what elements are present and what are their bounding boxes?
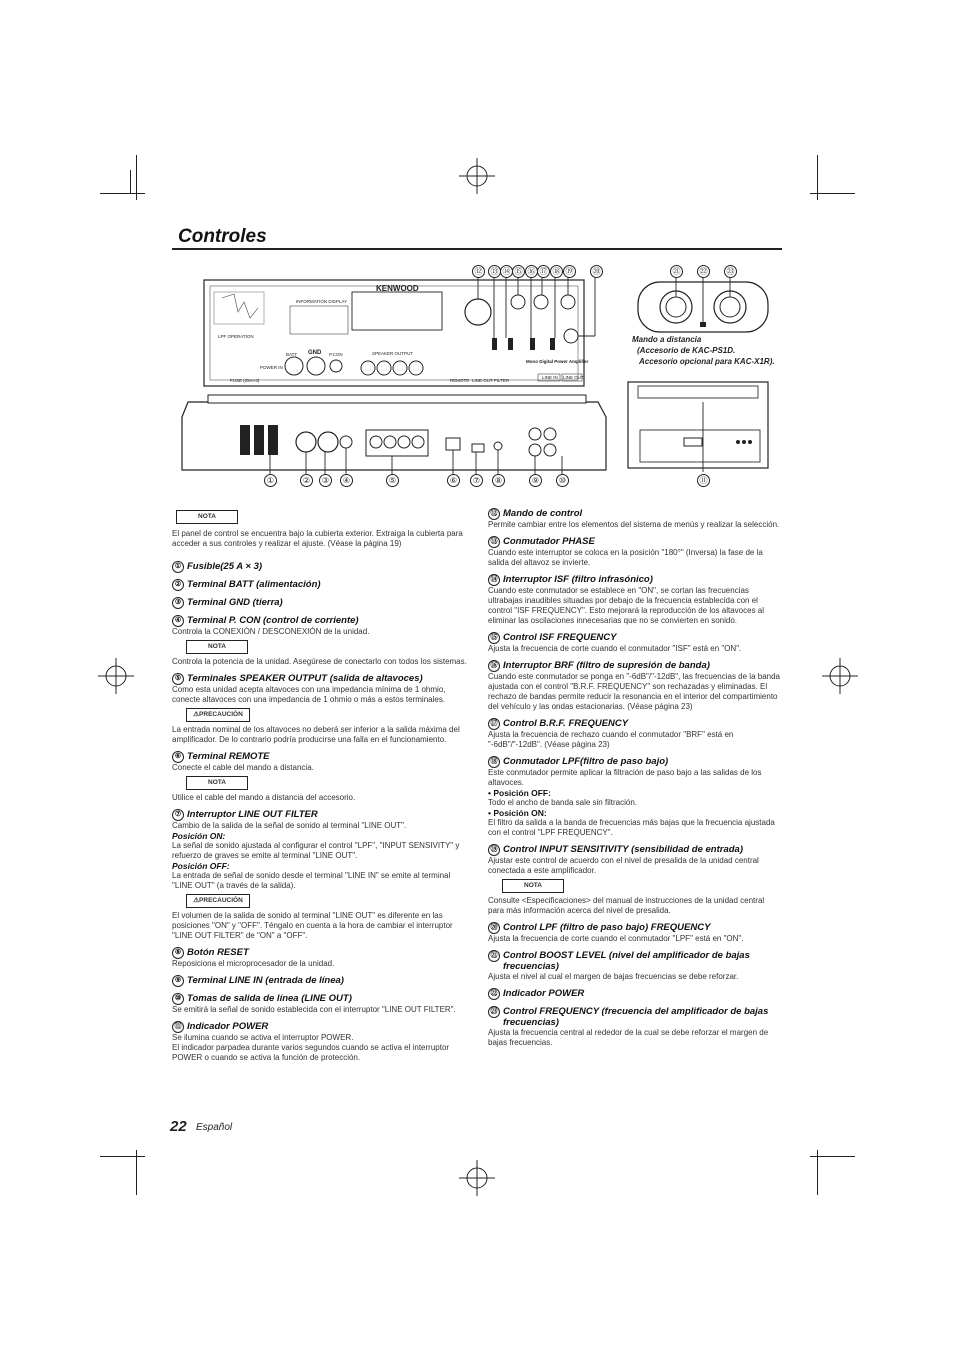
- nota-label: NOTA: [502, 879, 564, 893]
- item-body: Cuando este conmutador se ponga en "-6dB"/"-12dB", las frecuencias de la banda ajustada con el control "B.R.F. FREQUENCY" son rechazadas y eliminadas. El rechazo de bandas permite reducir la resonancia en el interior del compartimiento del vehículo y las ondas estacionarias. (Véase página 23): [488, 672, 780, 711]
- bullet-heading: • Posición ON:: [488, 808, 547, 818]
- list-item: [172, 1021, 472, 1063]
- list-item: [488, 756, 780, 838]
- brf-frequency-knob: [534, 295, 548, 309]
- list-item: [488, 844, 780, 916]
- item-title: Conmutador PHASE: [503, 536, 595, 547]
- item-body: Ajusta la frecuencia central al rededor de la cual se debe reforzar el margen de bajas frecuencias.: [488, 1028, 769, 1047]
- callout-11: ⑪: [697, 474, 710, 487]
- item-title: Tomas de salida de línea (LINE OUT): [187, 993, 352, 1004]
- list-item: [172, 561, 472, 573]
- sub-body: La entrada de señal de sonido desde el terminal "LINE IN" se emite al terminal "LINE OUT" (a través de la salida).: [172, 871, 451, 890]
- item-number: ⑮: [488, 632, 500, 644]
- nota-label: NOTA: [186, 776, 248, 790]
- item-caution: La entrada nominal de los altavoces no deberá ser inferior a la salida máxima del amplificador. De lo contrario podría producirse una falla en el funcionamiento.: [172, 725, 460, 744]
- callout-4: ④: [340, 474, 353, 487]
- item-title: Terminal LINE IN (entrada de línea): [187, 975, 344, 986]
- remote-caption-line: Accesorio opcional para KAC-X1R).: [639, 357, 775, 366]
- registration-mark: [459, 1160, 495, 1196]
- item-title: Terminal P. CON (control de corriente): [187, 615, 359, 626]
- item-body: Ajusta la frecuencia de rechazo cuando el conmutador "BRF" está en "-6dB"/"-12dB". (Véase página 23): [488, 730, 734, 749]
- caution-label: ⚠PRECAUCIÓN: [186, 894, 250, 908]
- callout-13: ⑬: [488, 265, 501, 278]
- item-body: Ajusta el nivel al cual el margen de bajas frecuencias se debe reforzar.: [488, 972, 739, 981]
- item-note: Consulte <Especificaciones> del manual de instrucciones de la unidad central para más información acerca del nivel de presalida.: [488, 896, 765, 915]
- item-number: ①: [172, 561, 184, 573]
- item-number: ⑧: [172, 947, 184, 959]
- item-body: El indicador parpadea durante varios segundos cuando se activa el interruptor POWER o cuando se activa la función de protección.: [172, 1043, 450, 1062]
- remote-caption: [632, 334, 775, 367]
- list-item: [172, 975, 472, 987]
- callout-23: ㉓: [724, 265, 737, 278]
- bullet-heading: • Posición OFF:: [488, 788, 551, 798]
- registration-mark: [98, 658, 134, 694]
- title-rule: [172, 248, 782, 250]
- item-number: ⑳: [488, 922, 500, 934]
- item-body: Ajustar este control de acuerdo con el nivel de presalida de la unidad central conectada a este amplificador.: [488, 856, 759, 875]
- item-number: ⑥: [172, 751, 184, 763]
- item-title: Control B.R.F. FREQUENCY: [503, 718, 629, 729]
- callout-5: ⑤: [386, 474, 399, 487]
- item-caution: El volumen de la salida de sonido al terminal "LINE OUT" es diferente en las posiciones "ON" y "OFF". Téngalo en cuenta a la hora de cambiar el interruptor "LINE OUT FILTER" de "ON" a "OFF".: [172, 911, 453, 940]
- item-title: Interruptor ISF (filtro infrasónico): [503, 574, 653, 585]
- item-title: Control BOOST LEVEL (nivel del amplificador de bajas frecuencias): [503, 950, 750, 972]
- power-in-label: POWER IN: [260, 365, 283, 370]
- item-number: ⑰: [488, 718, 500, 730]
- item-body: Conecte el cable del mando a distancia.: [172, 763, 314, 772]
- item-title: Conmutador LPF(filtro de paso bajo): [503, 756, 669, 767]
- item-number: ④: [172, 615, 184, 627]
- list-item: [172, 809, 472, 941]
- item-number: ⑤: [172, 673, 184, 685]
- item-body: Controla la CONEXIÓN / DESCONEXIÓN de la unidad.: [172, 627, 370, 636]
- callout-7: ⑦: [470, 474, 483, 487]
- item-title: Terminales SPEAKER OUTPUT (salida de altavoces): [187, 673, 423, 684]
- item-number: ⑦: [172, 809, 184, 821]
- remote-label: REMOTE: [450, 378, 470, 383]
- callout-20: ⑳: [590, 265, 603, 278]
- item-body: Se ilumina cuando se activa el interruptor POWER.: [172, 1033, 354, 1042]
- callout-16: ⑯: [525, 265, 538, 278]
- right-column: [488, 502, 780, 1048]
- sub-body: La señal de sonido ajustada al configurar el control "LPF", "INPUT SENSIVITY" y refuerzo de graves se emite al terminal "LINE OUT".: [172, 841, 460, 860]
- callout-3: ③: [319, 474, 332, 487]
- sub-heading: Posición ON:: [172, 831, 226, 841]
- list-item: [172, 993, 472, 1015]
- list-item: [172, 579, 472, 591]
- item-title: Control FREQUENCY (frecuencia del amplificador de bajas frecuencias): [503, 1006, 769, 1028]
- item-body: Cuando este interruptor se coloca en la posición "180°" (Inversa) la fase de la salida del altavoz se invierte.: [488, 548, 763, 567]
- callout-22: ㉒: [697, 265, 710, 278]
- item-note: Controla la potencia de la unidad. Asegúrese de conectarlo con todos los sistemas.: [172, 657, 467, 666]
- list-item: [488, 536, 780, 568]
- item-title: Terminal BATT (alimentación): [187, 579, 321, 590]
- item-number: ⑪: [172, 1021, 184, 1033]
- list-item: [488, 950, 780, 982]
- remote-caption-line: Mando a distancia: [632, 335, 702, 344]
- speaker-output-label: SPEAKER OUTPUT: [372, 351, 414, 356]
- nota-label: NOTA: [176, 510, 238, 524]
- item-title: Interruptor BRF (filtro de supresión de banda): [503, 660, 710, 671]
- intro-text: El panel de control se encuentra bajo la cubierta exterior. Extraiga la cubierta para acceder a sus controles y realizar el ajuste. (Véase la página 19): [172, 529, 463, 548]
- item-title: Control INPUT SENSITIVITY (sensibilidad de entrada): [503, 844, 743, 855]
- sub-heading: Posición OFF:: [172, 861, 230, 871]
- mono-digital-label: Mono Digital Power Amplifier: [526, 359, 589, 364]
- item-number: ⑱: [488, 756, 500, 768]
- callout-15: ⑮: [512, 265, 525, 278]
- item-number: ㉑: [488, 950, 500, 962]
- lpf-operation-label: LPF OPERATION: [218, 334, 254, 339]
- control-knob: [465, 299, 491, 325]
- list-item: [488, 1006, 780, 1048]
- item-number: ⑬: [488, 536, 500, 548]
- item-body: Ajusta la frecuencia de corte cuando el conmutador "ISF" está en "ON".: [488, 644, 742, 653]
- list-item: [488, 718, 780, 750]
- line-out-filter-label: LINE OUT FILTER: [472, 378, 510, 383]
- remote-caption-line: (Accesorio de KAC-PS1D.: [637, 346, 736, 355]
- callout-21: ㉑: [670, 265, 683, 278]
- list-item: [488, 574, 780, 626]
- callout-1: ①: [264, 474, 277, 487]
- item-number: ⑯: [488, 660, 500, 672]
- crop-mark: [810, 193, 855, 194]
- lpf-frequency-knob: [564, 329, 578, 343]
- amplifier-diagram: [178, 262, 778, 492]
- item-title: Mando de control: [503, 508, 583, 519]
- registration-mark: [822, 658, 858, 694]
- item-title: Control LPF (filtro de paso bajo) FREQUENCY: [503, 922, 711, 933]
- list-item: [172, 751, 472, 803]
- crop-mark: [810, 1156, 855, 1157]
- list-item: [172, 615, 472, 667]
- bullet-body: Todo el ancho de banda sale sin filtración.: [488, 798, 637, 807]
- callout-17: ⑰: [537, 265, 550, 278]
- item-body: Cuando este conmutador se establece en "ON", se cortan las frecuencias ultrabajas inaudibles situadas por debajo de la frecuencia establecida con el control "ISF FREQUENCY". Esto mejorará la reproducción de los altavoces al eliminar las oscilaciones innecesarias que no se convierten en sonido.: [488, 586, 765, 625]
- list-item: [172, 673, 472, 745]
- list-item: [488, 508, 780, 530]
- list-item: [488, 632, 780, 654]
- item-body: Permite cambiar entre los elementos del sistema de menús y realizar la selección.: [488, 520, 780, 529]
- callout-6: ⑥: [447, 474, 460, 487]
- list-item: [488, 988, 780, 1000]
- item-number: ②: [172, 579, 184, 591]
- list-item: [172, 947, 472, 969]
- caution-label: ⚠PRECAUCIÓN: [186, 708, 250, 722]
- input-sensitivity-knob: [561, 295, 575, 309]
- pcon-label: P.CON: [329, 352, 343, 357]
- page-number: 22: [170, 1118, 187, 1135]
- item-title: Fusible(25 A × 3): [187, 561, 263, 572]
- item-note: Utilice el cable del mando a distancia del accesorio.: [172, 793, 356, 802]
- item-number: ⑫: [488, 508, 500, 520]
- item-body: Este conmutador permite aplicar la filtración de paso bajo a las salidas de los altavoces.: [488, 768, 762, 787]
- item-title: Control ISF FREQUENCY: [503, 632, 617, 643]
- phase-switch: [492, 338, 497, 350]
- item-title: Indicador POWER: [187, 1021, 269, 1032]
- crop-mark: [100, 193, 145, 194]
- item-title: Interruptor LINE OUT FILTER: [187, 809, 318, 820]
- page-title: Controles: [178, 226, 267, 247]
- callout-9: ⑨: [529, 474, 542, 487]
- crop-mark: [100, 1156, 145, 1157]
- registration-mark: [459, 158, 495, 194]
- gnd-label: GND: [308, 350, 322, 356]
- isf-switch: [508, 338, 513, 350]
- callout-12: ⑫: [472, 265, 485, 278]
- item-body: Como esta unidad acepta altavoces con una impedancia mínima de 1 ohmio, conecte altavoces con una impedancia de 1 ohmio o más a estos terminales.: [172, 685, 446, 704]
- nota-label: NOTA: [186, 640, 248, 654]
- left-column: [172, 510, 472, 1063]
- callout-19: ⑲: [563, 265, 576, 278]
- info-display-label: INFORMATION DISPLAY: [296, 299, 348, 304]
- line-out-label: LINE OUT: [563, 375, 584, 380]
- item-title: Terminal REMOTE: [187, 751, 270, 762]
- callout-2: ②: [300, 474, 313, 487]
- callout-14: ⑭: [500, 265, 513, 278]
- callout-8: ⑧: [492, 474, 505, 487]
- item-number: ㉓: [488, 1006, 500, 1018]
- item-body: Cambio de la salida de la señal de sonido al terminal "LINE OUT".: [172, 821, 407, 830]
- list-item: [488, 922, 780, 944]
- item-number: ⑲: [488, 844, 500, 856]
- item-title: Indicador POWER: [503, 988, 585, 999]
- brand-logo: KENWOOD: [376, 284, 419, 293]
- item-number: ⑭: [488, 574, 500, 586]
- list-item: [488, 660, 780, 712]
- item-body: Reposiciona el microprocesador de la unidad.: [172, 959, 335, 968]
- line-in-label: LINE IN: [542, 375, 558, 380]
- callout-10: ⑩: [556, 474, 569, 487]
- crop-mark: [130, 170, 131, 194]
- page-language: Español: [196, 1122, 233, 1133]
- item-title: Botón RESET: [187, 947, 249, 958]
- item-body: Ajusta la frecuencia de corte cuando el conmutador "LPF" está en "ON".: [488, 934, 744, 943]
- item-number: ⑨: [172, 975, 184, 987]
- bullet-body: El filtro da salida a la banda de frecuencias más bajas que la frecuencia ajustada con el control "LPF FREQUENCY".: [488, 818, 775, 837]
- brf-switch: [530, 338, 535, 350]
- item-number: ⑩: [172, 993, 184, 1005]
- callout-18: ⑱: [550, 265, 563, 278]
- item-number: ③: [172, 597, 184, 609]
- list-item: [172, 597, 472, 609]
- item-title: Terminal GND (tierra): [187, 597, 283, 608]
- isf-frequency-knob: [511, 295, 525, 309]
- item-body: Se emitirá la señal de sonido establecida con el interruptor "LINE OUT FILTER".: [172, 1005, 456, 1014]
- lpf-switch: [550, 338, 555, 350]
- batt-label: BATT: [286, 352, 298, 357]
- item-number: ㉒: [488, 988, 500, 1000]
- fuse-label: FUSE (25A×3): [230, 378, 260, 383]
